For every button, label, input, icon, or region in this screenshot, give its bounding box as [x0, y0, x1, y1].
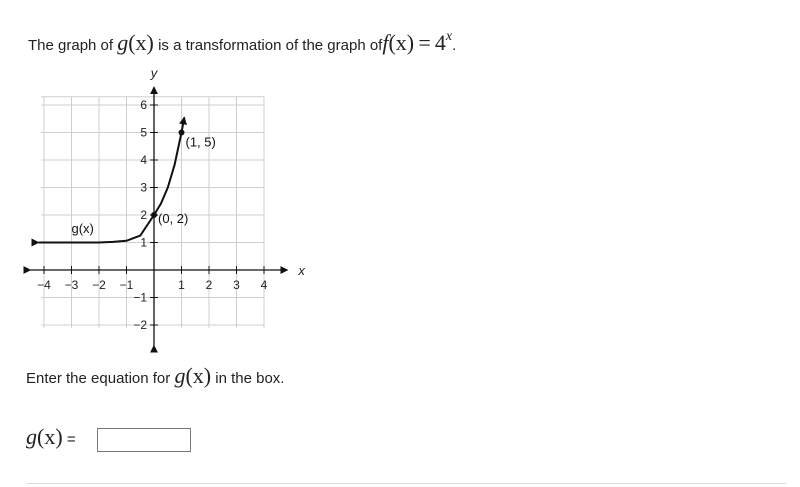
f-argument: (x)	[388, 30, 415, 55]
y-tick-label: 3	[140, 180, 147, 195]
x-axis-label: x	[298, 263, 305, 278]
x-tick-label: −2	[92, 278, 106, 292]
x-tick-label: 1	[178, 278, 185, 292]
x-tick-label: −3	[64, 278, 79, 292]
g-symbol: g	[117, 30, 129, 55]
point-marker	[179, 130, 185, 136]
answer-equals: =	[66, 431, 76, 448]
y-tick-label: 2	[140, 208, 147, 222]
answer-g-symbol: g	[26, 424, 37, 449]
point-label: (0, 2)	[158, 211, 189, 226]
y-tick-label: 5	[140, 125, 147, 140]
x-tick-label: 2	[205, 278, 213, 292]
equals-sign: =	[418, 30, 431, 55]
answer-label	[26, 424, 76, 450]
y-axis-label: y	[150, 65, 158, 81]
function-graph	[20, 65, 305, 355]
prompt-after: in the box.	[215, 370, 285, 387]
y-tick-label: 1	[140, 235, 147, 250]
answer-input[interactable]	[97, 428, 191, 452]
g-argument: (x)	[128, 30, 154, 55]
x-tick-label: 4	[260, 278, 268, 292]
y-tick-label: 4	[140, 153, 147, 167]
y-tick-label: 6	[140, 98, 147, 112]
prompt-text	[26, 363, 284, 389]
x-tick-label: −4	[37, 278, 51, 292]
question-text	[28, 30, 456, 56]
y-tick-label: −2	[133, 318, 147, 332]
grid	[41, 97, 264, 328]
point-label: (1, 5)	[185, 134, 216, 150]
x-tick-label: 3	[233, 278, 240, 292]
curve-label: g(x)	[71, 220, 94, 236]
point-marker	[151, 212, 157, 218]
prompt-g-symbol: g	[174, 363, 186, 388]
question-intro: The graph of	[28, 37, 114, 54]
prompt-before: Enter the equation for	[26, 370, 171, 387]
answer-g-argument: (x)	[37, 424, 63, 449]
x-tick-label: −1	[119, 278, 134, 292]
labeled-points	[151, 130, 216, 227]
divider	[26, 483, 786, 484]
base-value: 4	[434, 30, 446, 55]
question-middle: is a transformation of the graph of	[158, 37, 383, 54]
exponent: x	[445, 29, 453, 44]
prompt-g-argument: (x)	[185, 363, 212, 388]
question-period: .	[452, 37, 457, 54]
y-tick-label: −1	[133, 290, 147, 305]
f-symbol: f	[382, 30, 389, 55]
